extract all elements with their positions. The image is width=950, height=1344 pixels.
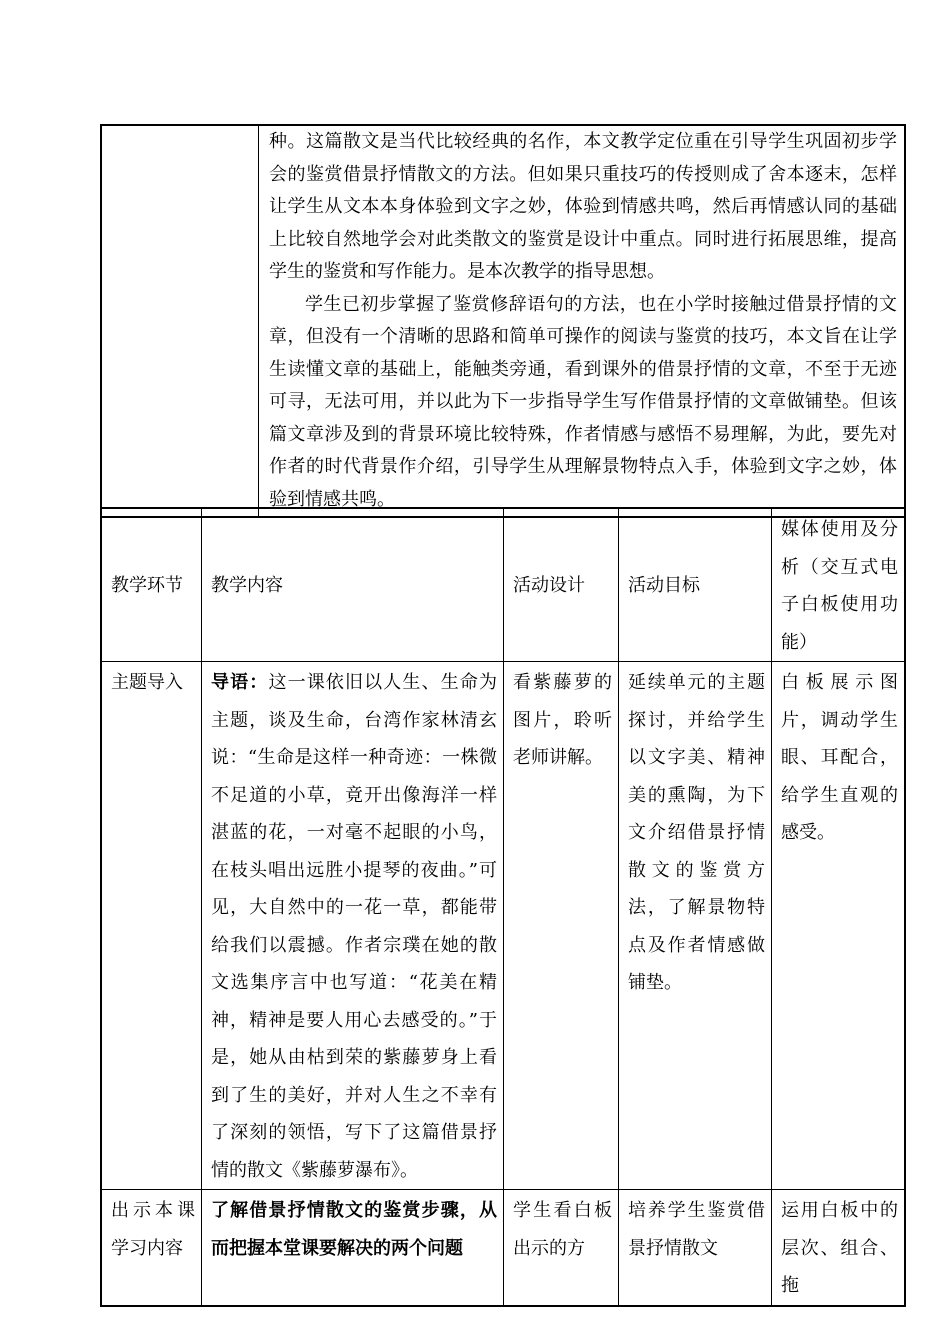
table-header-row	[101, 508, 905, 662]
intro-paragraph-2: 学生已初步掌握了鉴赏修辞语句的方法，也在小学时接触过借景抒情的文章，但没有一个清晰的思路和简单可操作的阅读与鉴赏的技巧，本文旨在让学生读懂文章的基础上，能触类旁通，看到课外的借景抒情的文章，不至于无迹可寻，无法可用，并以此为下一步指导学生写作借景抒情的文章做铺垫。但该篇文章涉及到的背景环境比较特殊，作者情感与感悟不易理解，为此，要先对作者的时代背景作介绍，引导学生从理解景物特点入手，体验到文字之妙，体验到情感共鸣。	[269, 293, 897, 510]
row2-content-text: 了解借景抒情散文的鉴赏步骤，从而把握本堂课要解决的两个问题	[211, 1200, 497, 1259]
intro-label-cell	[101, 125, 259, 517]
row1-content	[202, 662, 504, 1190]
row1-stage: 主题导入	[101, 662, 202, 1190]
header-stage: 教学环节	[101, 508, 202, 662]
row2-media: 运用白板中的层次、组合、拖	[772, 1190, 906, 1306]
table-row	[101, 662, 905, 1190]
intro-table	[100, 124, 906, 518]
intro-paragraph-1: 种。这篇散文是当代比较经典的名作，本文教学定位重在引导学生巩固初步学会的鉴赏借景抒情散文的方法。但如果只重技巧的传授则成了舍本逐末，怎样让学生从文本本身体验到文字之妙，体验到情感共鸣，然后再情感认同的基础上比较自然地学会对此类散文的鉴赏是设计中重点。同时进行拓展思维，提高学生的鉴赏和写作能力。是本次教学的指导思想。	[269, 131, 897, 282]
table-row	[101, 1190, 905, 1306]
intro-text-cell	[259, 125, 906, 517]
row1-content-lead: 导语：	[211, 672, 269, 693]
header-media: 媒体使用及分析（交互式电子白板使用功能）	[772, 508, 906, 662]
row1-goal: 延续单元的主题探讨，并给学生以文字美、精神美的熏陶，为下文介绍借景抒情散文的鉴赏方法，了解景物特点及作者情感做铺垫。	[619, 662, 772, 1190]
header-goal: 活动目标	[619, 508, 772, 662]
row1-content-text: 这一课依旧以人生、生命为主题，谈及生命，台湾作家林清玄说：“生命是这样一种奇迹：一株微不足道的小草，竟开出像海洋一样湛蓝的花，一对毫不起眼的小鸟，在枝头唱出远胜小提琴的夜曲。”可见，大自然中的一花一草，都能带给我们以震撼。作者宗璞在她的散文选集序言中也写道：“花美在精神，精神是要人用心去感受的。”于是，她从由枯到荣的紫藤萝身上看到了生的美好，并对人生之不幸有了深刻的领悟，写下了这篇借景抒情的散文《紫藤萝瀑布》。	[211, 672, 498, 1181]
row1-media: 白板展示图片，调动学生眼、耳配合，给学生直观的感受。	[772, 662, 906, 1190]
lesson-plan-table	[100, 507, 906, 1307]
row2-activity: 学生看白板出示的方	[504, 1190, 619, 1306]
header-activity: 活动设计	[504, 508, 619, 662]
row1-activity: 看紫藤萝的图片，聆听老师讲解。	[504, 662, 619, 1190]
row2-content	[202, 1190, 504, 1306]
row2-goal: 培养学生鉴赏借景抒情散文	[619, 1190, 772, 1306]
row2-stage: 出示本课学习内容	[101, 1190, 202, 1306]
header-content: 教学内容	[202, 508, 504, 662]
